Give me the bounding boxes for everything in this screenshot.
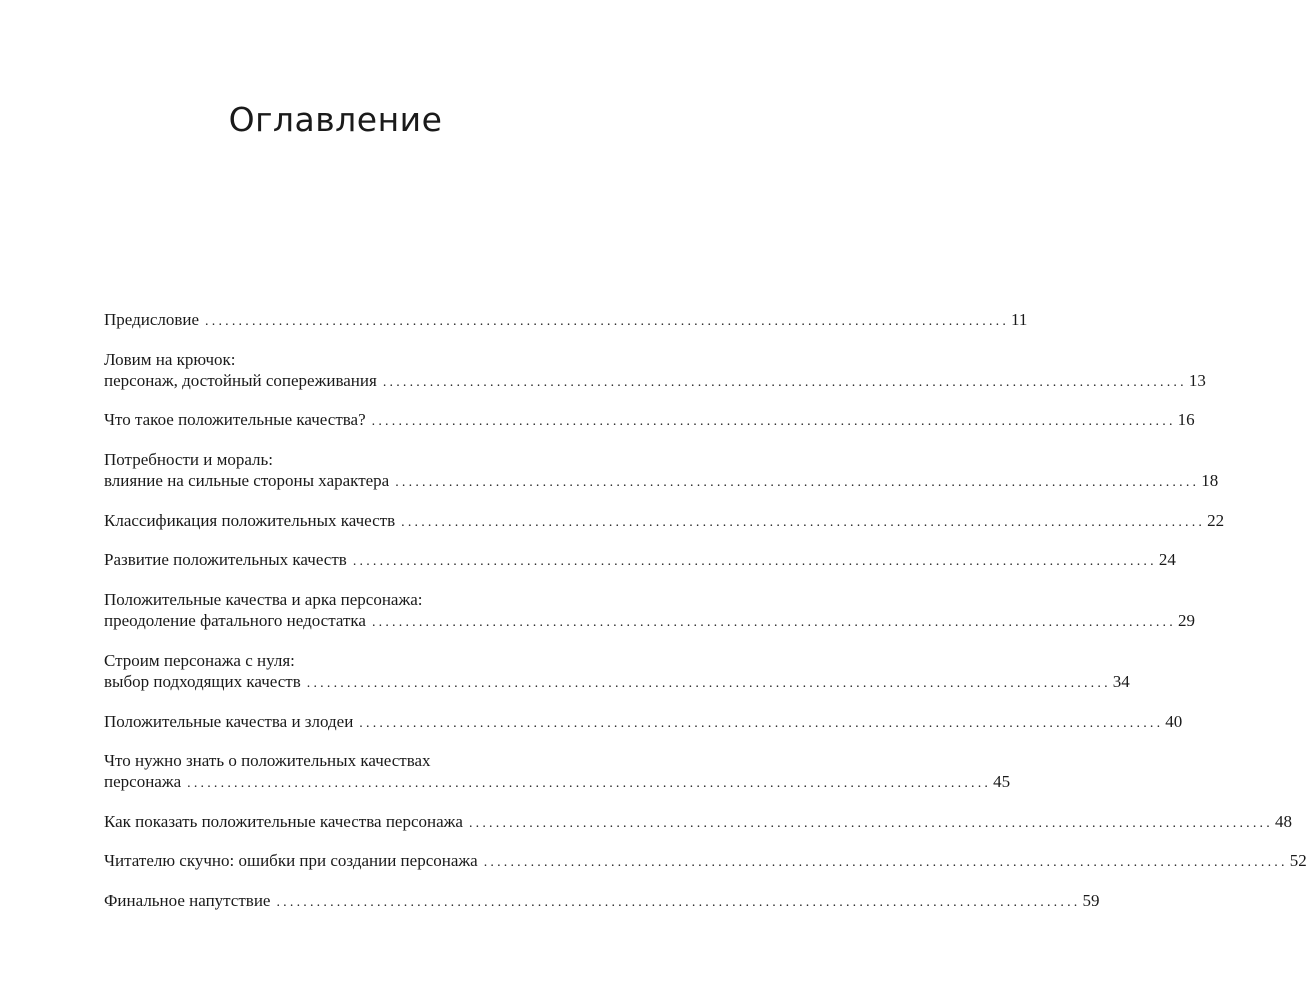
toc-entry-line bbox=[104, 589, 582, 610]
toc-entry bbox=[104, 589, 1195, 633]
dot-leader: ........................................................................................................................ bbox=[395, 475, 1200, 490]
toc-page-number: 34 bbox=[1112, 672, 1130, 691]
toc-entry-line bbox=[104, 449, 582, 470]
toc-entry bbox=[104, 811, 1292, 834]
toc-entry-title: выбор подходящих качеств bbox=[104, 672, 301, 691]
toc-entry-title: Положительные качества и злодеи bbox=[104, 712, 354, 731]
dot-leader: ........................................................................................................................ bbox=[371, 615, 1176, 630]
toc-page-number: 45 bbox=[993, 772, 1011, 791]
toc-entry-line bbox=[104, 309, 1028, 332]
toc-page-number: 16 bbox=[1177, 410, 1195, 429]
dot-leader: ........................................................................................................................ bbox=[483, 855, 1288, 870]
toc-entry bbox=[104, 750, 1011, 794]
toc-page-number: 40 bbox=[1165, 712, 1183, 731]
toc-entry bbox=[104, 549, 1176, 572]
toc-entry-title: Читателю скучно: ошибки при создании персонажа bbox=[104, 851, 478, 870]
dot-leader: ........................................................................................................................ bbox=[401, 515, 1206, 530]
toc-entry bbox=[104, 890, 1100, 913]
dot-leader: ........................................................................................................................ bbox=[187, 776, 992, 791]
toc-entry-title: Строим персонажа с нуля: bbox=[104, 651, 295, 670]
toc-entry-title: Что нужно знать о положительных качествах bbox=[104, 751, 431, 770]
toc-page-number: 48 bbox=[1274, 812, 1292, 831]
toc-entry-line bbox=[104, 370, 1206, 393]
toc-entry-line bbox=[104, 549, 1176, 572]
toc-entry bbox=[104, 510, 1225, 533]
toc-entry-line bbox=[104, 750, 582, 771]
toc-entry-line bbox=[104, 610, 1195, 633]
toc-entry-line bbox=[104, 650, 582, 671]
toc-entry bbox=[104, 850, 1307, 873]
toc-entry-line bbox=[104, 671, 1130, 694]
toc-entry-line bbox=[104, 711, 1183, 734]
dot-leader: ........................................................................................................................ bbox=[306, 676, 1111, 691]
dot-leader: ........................................................................................................................ bbox=[468, 816, 1273, 831]
toc-entry bbox=[104, 409, 1195, 432]
toc-page-number: 59 bbox=[1082, 891, 1100, 910]
toc-entry-title: Ловим на крючок: bbox=[104, 350, 236, 369]
toc-entry-line bbox=[104, 811, 1292, 834]
toc-entry-line bbox=[104, 409, 1195, 432]
toc-page-number: 22 bbox=[1207, 511, 1225, 530]
toc-entry-title: Финальное напутствие bbox=[104, 891, 271, 910]
toc-page-number: 52 bbox=[1289, 851, 1307, 870]
toc-entry bbox=[104, 309, 1028, 332]
dot-leader: ........................................................................................................................ bbox=[205, 314, 1010, 329]
toc-entry-line bbox=[104, 510, 1225, 533]
toc-entry-title: Классификация положительных качеств bbox=[104, 511, 396, 530]
toc-entry-title: персонажа bbox=[104, 772, 182, 791]
dot-leader: ........................................................................................................................ bbox=[382, 375, 1187, 390]
toc-entry-title: Потребности и мораль: bbox=[104, 450, 273, 469]
toc-entry-title: Предисловие bbox=[104, 310, 200, 329]
toc-entry-title: влияние на сильные стороны характера bbox=[104, 471, 390, 490]
toc-page-number: 24 bbox=[1158, 550, 1176, 569]
toc-entry bbox=[104, 650, 1130, 694]
toc-page-number: 29 bbox=[1177, 611, 1195, 630]
toc-entry bbox=[104, 449, 1219, 493]
toc-entry-title: Что такое положительные качества? bbox=[104, 410, 366, 429]
toc-entry-line bbox=[104, 470, 1219, 493]
dot-leader: ........................................................................................................................ bbox=[352, 554, 1157, 569]
toc-entry-line bbox=[104, 349, 582, 370]
toc-entry bbox=[104, 711, 1183, 734]
toc-entry-title: Положительные качества и арка персонажа: bbox=[104, 590, 423, 609]
toc-entry-title: преодоление фатального недостатка bbox=[104, 611, 366, 630]
dot-leader: ........................................................................................................................ bbox=[359, 716, 1164, 731]
toc-entry-title: Развитие положительных качеств bbox=[104, 550, 347, 569]
dot-leader: ........................................................................................................................ bbox=[276, 895, 1081, 910]
toc-entry bbox=[104, 349, 1206, 393]
toc-page-number: 18 bbox=[1201, 471, 1219, 490]
page-title: Оглавление bbox=[228, 100, 443, 139]
toc-entry-title: Как показать положительные качества персонажа bbox=[104, 812, 463, 831]
table-of-contents bbox=[104, 309, 1307, 913]
dot-leader: ........................................................................................................................ bbox=[371, 414, 1176, 429]
toc-page-number: 11 bbox=[1011, 310, 1028, 329]
toc-entry-title: персонаж, достойный сопереживания bbox=[104, 371, 377, 390]
toc-entry-line bbox=[104, 890, 1100, 913]
toc-page-number: 13 bbox=[1188, 371, 1206, 390]
toc-entry-line bbox=[104, 850, 1307, 873]
toc-entry-line bbox=[104, 771, 1011, 794]
